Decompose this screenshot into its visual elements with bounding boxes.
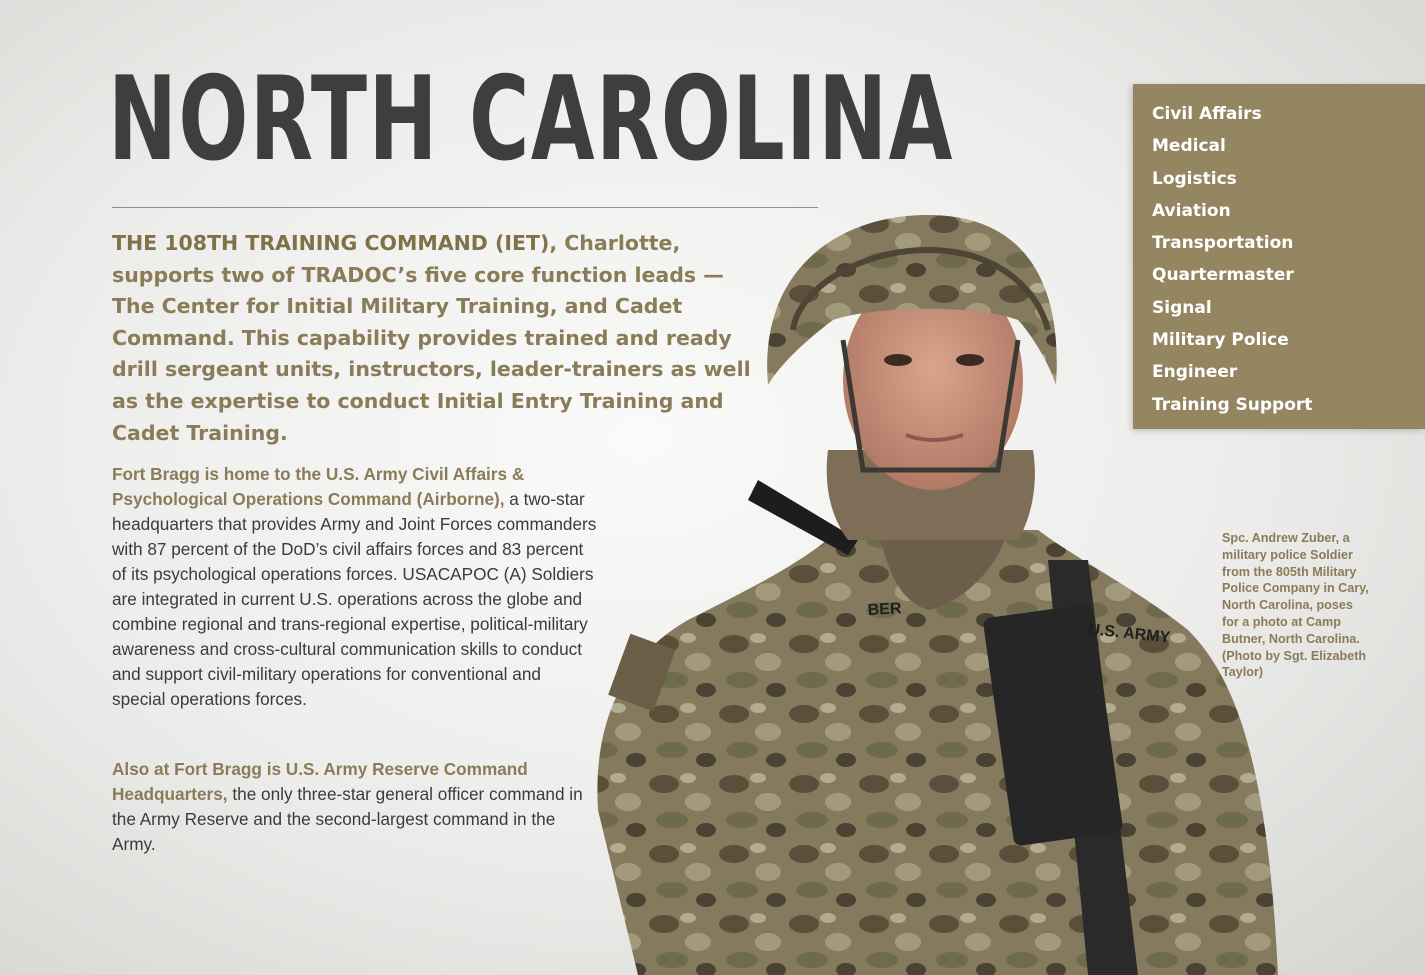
soldier-body [597, 530, 1278, 975]
function-item: Signal [1152, 297, 1212, 318]
lead-highlight: THE 108TH TRAINING COMMAND (IET) [112, 231, 550, 255]
lead-text: , Charlotte, supports two of TRADOC’s five core function leads — The Center for Initial Military Training, and Cadet Command. This capability provides trained and ready drill sergeant units, instructors, leader-trainers as well as the expertise to conduct Initial Entry Training and Cadet Training. [112, 231, 751, 445]
function-item: Aviation [1152, 200, 1231, 221]
function-item: Transportation [1152, 233, 1294, 254]
function-item: Military Police [1152, 330, 1289, 351]
name-tape: BER [867, 600, 902, 619]
soldier-photo [578, 210, 1288, 975]
paragraph1-text: a two-star headquarters that provides Army and Joint Forces commanders with 87 percent of the DoD’s civil affairs forces and 83 percent of its psychological operations forces. USACAPOC (A) Soldiers are integrated in current U.S. operations across the globe and combine regional and trans-regional expertise, political-military awareness and cross-cultural communication skills to conduct and support civil-military operations for conventional and special operations forces. [112, 489, 597, 709]
paragraph2-text: the only three-star general officer command in the Army Reserve and the second-largest command in the Army. [112, 784, 583, 854]
reserve-command-paragraph [112, 757, 598, 857]
function-item: Quartermaster [1152, 265, 1294, 286]
function-item: Civil Affairs [1152, 104, 1262, 124]
function-item: Training Support [1152, 394, 1313, 415]
service-tape: U.S. ARMY [1087, 621, 1171, 647]
function-item: Engineer [1152, 362, 1238, 383]
function-item: Medical [1152, 136, 1226, 157]
fort-bragg-paragraph [112, 462, 598, 712]
photo-caption: Spc. Andrew Zuber, a military police Soldier from the 805th Military Police Company in Cary, North Carolina, poses for a photo at Camp Butner, North Carolina. (Photo by Sgt. Elizabeth Taylor) [1222, 531, 1369, 680]
paragraph1-highlight: Fort Bragg is home to the U.S. Army Civil Affairs & Psychological Operations Command (Airborne), [112, 464, 525, 509]
function-item: Logistics [1152, 168, 1237, 189]
paragraph2-highlight: Also at Fort Bragg is U.S. Army Reserve Command Headquarters, [112, 759, 528, 804]
page-title: NORTH CAROLINA [108, 52, 954, 187]
title-divider [112, 207, 818, 208]
